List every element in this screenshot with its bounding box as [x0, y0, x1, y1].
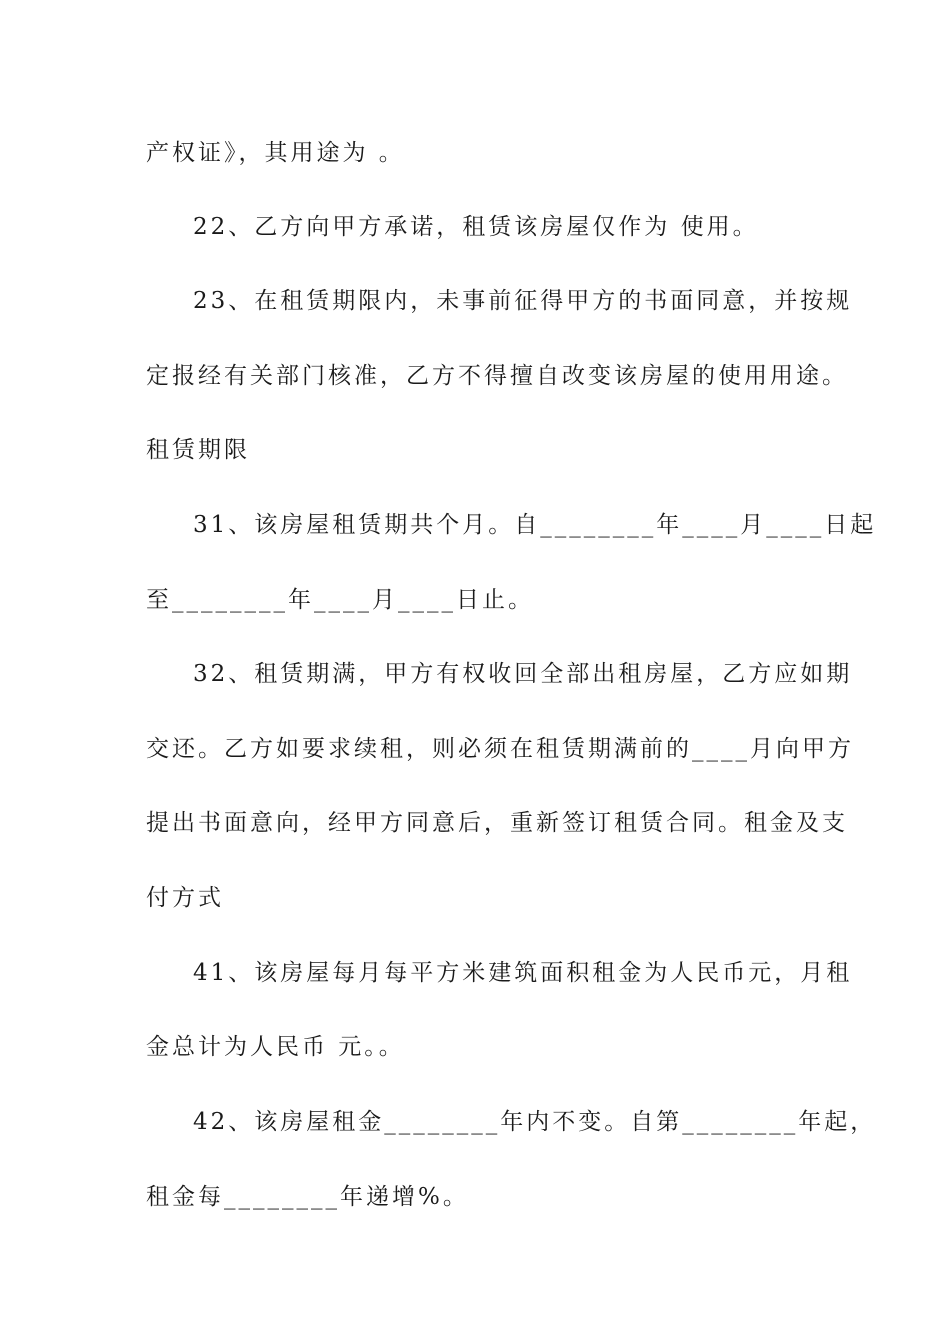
text-line: 金总计为人民币 元。。	[146, 1034, 405, 1060]
clause-32: 32、租赁期满，甲方有权收回全部出租房屋，乙方应如期	[193, 661, 853, 687]
text-line: 产权证》，其用途为 。	[146, 140, 405, 166]
text-line: 交还。乙方如要求续租，则必须在租赁期满前的____月向甲方	[146, 736, 854, 762]
text-line: 提出书面意向，经甲方同意后，重新签订租赁合同。租金及支	[146, 810, 848, 836]
clause-31: 31、该房屋租赁期共个月。自________年____月____日起	[193, 512, 877, 538]
clause-42: 42、该房屋租金________年内不变。自第________年起，	[193, 1109, 877, 1135]
text-line: 租金每________年递增%。	[146, 1184, 469, 1210]
text-line: 至________年____月____日止。	[146, 587, 534, 613]
clause-41: 41、该房屋每月每平方米建筑面积租金为人民币元，月租	[193, 960, 853, 986]
clause-23: 23、在租赁期限内，未事前征得甲方的书面同意，并按规	[193, 288, 853, 314]
text-line: 定报经有关部门核准，乙方不得擅自改变该房屋的使用用途。	[146, 363, 848, 389]
clause-22: 22、乙方向甲方承诺，租赁该房屋仅作为 使用。	[193, 214, 759, 240]
text-line: 付方式	[146, 885, 224, 911]
section-heading-lease-term: 租赁期限	[146, 437, 250, 463]
